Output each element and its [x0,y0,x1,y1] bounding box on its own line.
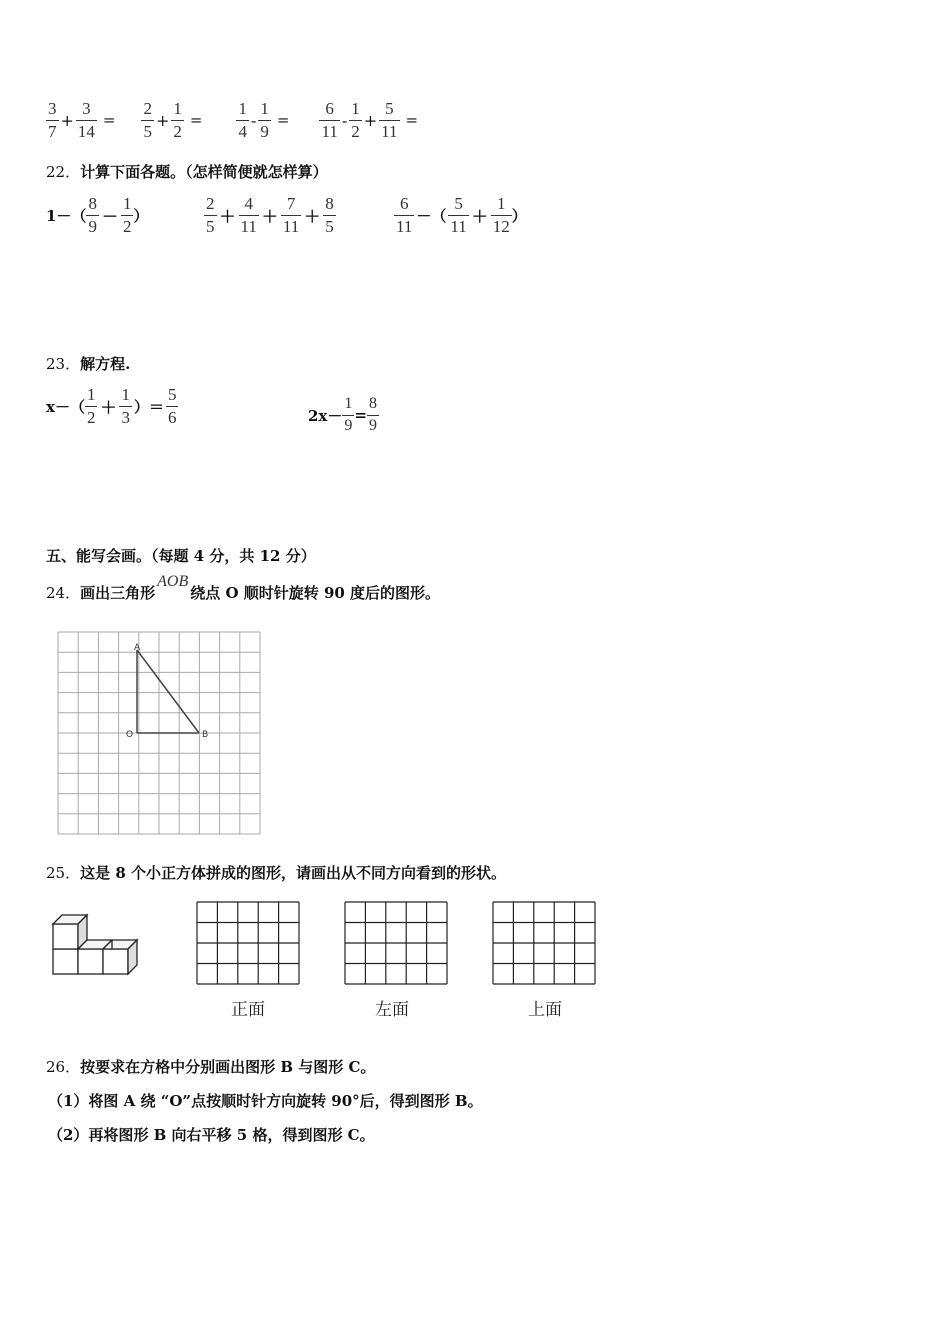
question-23-equation-1: x－（ $\frac{1}{2}$ ＋ $\frac{1}{3}$ ）＝ $\frac{5}{6}$ [46,385,177,427]
grid-left-view [344,901,448,985]
cube [53,949,78,974]
fraction: $\frac{8}{9}$ [88,194,97,236]
operator: + [155,110,170,130]
fraction: $\frac{1}{2}$ [173,99,182,141]
grid-top-view [492,901,596,985]
section-5-title: 五、能写会画。（每题 4 分，共 12 分） [46,547,316,565]
operator: + [363,110,378,130]
equals: = [189,111,203,130]
arith-expr-2 [141,100,202,141]
point-o-label: O [126,730,134,740]
fraction: $\frac{1}{2}$ [122,194,132,236]
fraction: $\frac{8}{9}$ [368,395,377,434]
question-26-step-1: （1）将图 A 绕 “O”点按顺时针方向旋转 90°后，得到图形 B。 [48,1092,483,1110]
fraction: $\frac{1}{9}$ [344,395,353,434]
fraction: $\frac{5}{11}$ [381,99,398,141]
question-24-title: 24．画出三角形AOB绕点 O 顺时针旋转 90 度后的图形。 [46,573,441,602]
grid-lines [493,902,595,984]
fraction: $\frac{6}{11}$ [321,99,338,141]
fraction: $\frac{1}{2}$ [351,99,360,141]
point-b-label: B [202,730,209,740]
equals: = [102,111,116,130]
question-26-title: 26．按要求在方格中分别画出图形 B 与图形 C。 [46,1058,376,1076]
cubes [53,915,137,974]
cube-stack-figure [50,905,150,980]
fraction: $\frac{7}{11}$ [282,194,300,236]
fraction: $\frac{1}{9}$ [260,99,269,141]
question-25-title: 25．这是 8 个小正方体拼成的图形，请画出从不同方向看到的形状。 [46,864,506,882]
fraction: $\frac{3}{7}$ [48,99,57,141]
question-26-step-2: （2）再将图形 B 向右平移 5 格，得到图形 C。 [48,1126,375,1144]
operator: - [341,110,348,130]
label-top-view: 上面 [528,1000,562,1020]
equals: = [405,111,419,130]
fraction: $\frac{1}{2}$ [86,385,96,427]
fraction: $\frac{5}{6}$ [167,385,177,427]
fraction: $\frac{5}{11}$ [450,194,467,236]
cube [103,949,128,974]
operator: - [250,110,257,130]
cube [78,949,103,974]
fraction: $\frac{8}{5}$ [325,194,334,236]
grid-lines [345,902,447,984]
point-a-label: A [134,643,141,653]
arith-row [46,100,418,141]
fraction: $\frac{1}{3}$ [121,385,130,427]
fraction: $\frac{4}{11}$ [240,194,257,236]
fraction: $\frac{2}{5}$ [143,99,152,141]
grid-lines [197,902,299,984]
fraction: $\frac{6}{11}$ [396,194,413,236]
arith-expr-4 [319,100,418,141]
label-front-view: 正面 [231,1000,265,1020]
arith-expr-1 [46,100,115,141]
fraction: $\frac{2}{5}$ [206,194,215,236]
operator: + [60,110,74,130]
triangle-side-ab [137,650,199,733]
label-left-view: 左面 [375,1000,409,1020]
question-22-problem-1: 1－（ $\frac{8}{9}$ － $\frac{1}{2}$ ） [46,194,149,236]
question-22-title: 22．计算下面各题。（怎样简便就怎样算） [46,163,328,181]
grid-front-view [196,901,300,985]
rotation-grid [56,630,262,838]
question-22-problem-3: $\frac{6}{11}$ －（ $\frac{5}{11}$ ＋ $\frac{1}{12}$ ） [396,194,527,236]
arith-expr-3 [236,100,289,141]
question-22-problem-2: $\frac{2}{5}$ ＋ $\frac{4}{11}$ ＋ $\frac{7}{11}$ ＋ $\frac{8}{5}$ [206,194,334,236]
triangle-symbol: AOB [157,573,189,590]
question-23-equation-2: 2x－ $\frac{1}{9}$ = $\frac{8}{9}$ [308,395,377,434]
cube [53,924,78,949]
equals: = [276,111,290,130]
fraction: $\frac{3}{14}$ [77,99,95,141]
question-23-title: 23．解方程. [46,355,131,373]
fraction: $\frac{1}{12}$ [492,194,510,236]
fraction: $\frac{1}{4}$ [238,99,247,141]
